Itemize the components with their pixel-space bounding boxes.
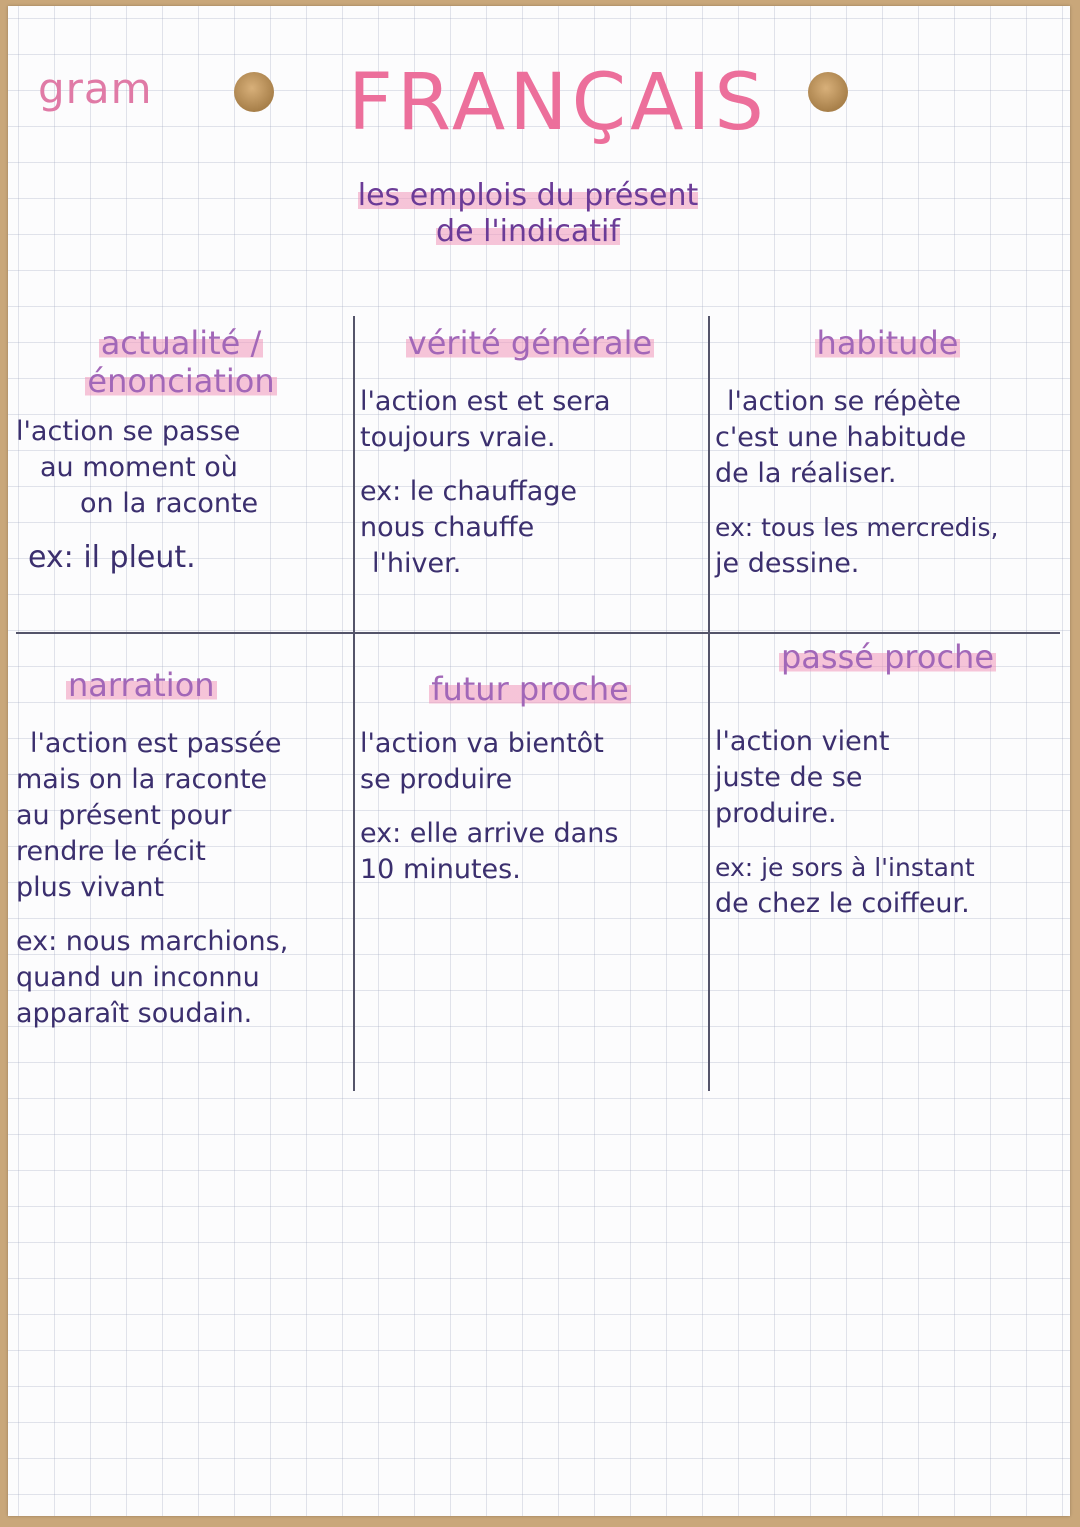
cell-text-line: l'action est passée bbox=[30, 728, 282, 759]
table-divider-vertical-1 bbox=[353, 316, 355, 1091]
cell-heading-line: habitude bbox=[816, 324, 959, 362]
cell-passe-proche bbox=[715, 638, 1060, 922]
cell-heading bbox=[16, 324, 346, 400]
cell-narration bbox=[16, 666, 346, 1032]
subject-label: gram bbox=[38, 64, 153, 113]
cell-text-line: on la raconte bbox=[80, 488, 259, 519]
cell-futur-proche bbox=[360, 670, 700, 888]
cell-example-line: ex: elle arrive dans bbox=[360, 818, 619, 849]
page-subtitle bbox=[278, 178, 778, 250]
cell-example-line: nous chauffe bbox=[360, 512, 535, 543]
cell-text-line: l'action va bientôt bbox=[360, 728, 604, 759]
cell-text-line: au moment où bbox=[40, 452, 238, 483]
cell-description bbox=[16, 726, 346, 906]
cell-text-line: produire. bbox=[715, 798, 837, 829]
cell-heading-line: narration bbox=[68, 666, 215, 704]
cell-heading-line: vérité générale bbox=[407, 324, 653, 362]
cell-heading bbox=[360, 670, 700, 708]
cell-example-line: ex: il pleut. bbox=[28, 540, 196, 575]
cell-example-line: quand un inconnu bbox=[16, 962, 260, 993]
cell-example-line: ex: tous les mercredis, bbox=[715, 513, 999, 542]
cell-text-line: se produire bbox=[360, 764, 513, 795]
cell-description bbox=[360, 384, 700, 456]
cell-example-line: l'hiver. bbox=[372, 548, 462, 579]
cell-example-line: je dessine. bbox=[715, 548, 860, 579]
cell-example-line: ex: nous marchions, bbox=[16, 926, 289, 957]
notebook-page bbox=[8, 6, 1070, 1516]
subtitle-line-1: les emplois du présent bbox=[357, 178, 699, 213]
binder-hole-left bbox=[234, 72, 274, 112]
cell-description bbox=[16, 414, 346, 522]
cell-example-line: ex: je sors à l'instant bbox=[715, 853, 975, 882]
cell-text-line: juste de se bbox=[715, 762, 863, 793]
cell-text-line: plus vivant bbox=[16, 872, 165, 903]
cell-example-line: de chez le coiffeur. bbox=[715, 888, 970, 919]
cell-example-line: apparaît soudain. bbox=[16, 998, 253, 1029]
cell-heading-line: actualité / bbox=[100, 324, 262, 362]
cell-text-line: toujours vraie. bbox=[360, 422, 556, 453]
cell-heading bbox=[715, 324, 1060, 362]
cell-example bbox=[360, 474, 700, 582]
page-title: FRANÇAIS bbox=[348, 58, 768, 148]
cell-text-line: c'est une habitude bbox=[715, 422, 967, 453]
cell-description bbox=[715, 384, 1060, 492]
cell-heading bbox=[16, 666, 346, 704]
table-divider-horizontal bbox=[16, 632, 1060, 634]
cell-heading bbox=[715, 638, 1060, 676]
subtitle-line-2: de l'indicatif bbox=[436, 214, 620, 249]
cell-text-line: l'action se passe bbox=[16, 416, 241, 447]
cell-example bbox=[360, 816, 700, 888]
cell-text-line: l'action se répète bbox=[727, 386, 961, 417]
cell-heading-line: passé proche bbox=[780, 638, 995, 676]
cell-text-line: mais on la raconte bbox=[16, 764, 268, 795]
cell-example bbox=[715, 510, 1060, 582]
cell-description bbox=[715, 724, 1060, 832]
cell-actualite bbox=[16, 324, 346, 576]
cell-example bbox=[16, 924, 346, 1032]
cell-verite-generale bbox=[360, 324, 700, 582]
cell-example-line: ex: le chauffage bbox=[360, 476, 578, 507]
cell-heading bbox=[360, 324, 700, 362]
cell-text-line: l'action est et sera bbox=[360, 386, 611, 417]
cell-text-line: au présent pour bbox=[16, 800, 232, 831]
cell-heading-line: énonciation bbox=[87, 362, 275, 400]
cell-heading-line: futur proche bbox=[431, 670, 629, 708]
cell-example-line: 10 minutes. bbox=[360, 854, 521, 885]
cell-text-line: rendre le récit bbox=[16, 836, 206, 867]
cell-habitude bbox=[715, 324, 1060, 582]
binder-hole-right bbox=[808, 72, 848, 112]
cell-example bbox=[715, 850, 1060, 922]
cell-example bbox=[16, 540, 346, 576]
cell-description bbox=[360, 726, 700, 798]
table-divider-vertical-2 bbox=[708, 316, 710, 1091]
cell-text-line: de la réaliser. bbox=[715, 458, 897, 489]
cell-text-line: l'action vient bbox=[715, 726, 890, 757]
